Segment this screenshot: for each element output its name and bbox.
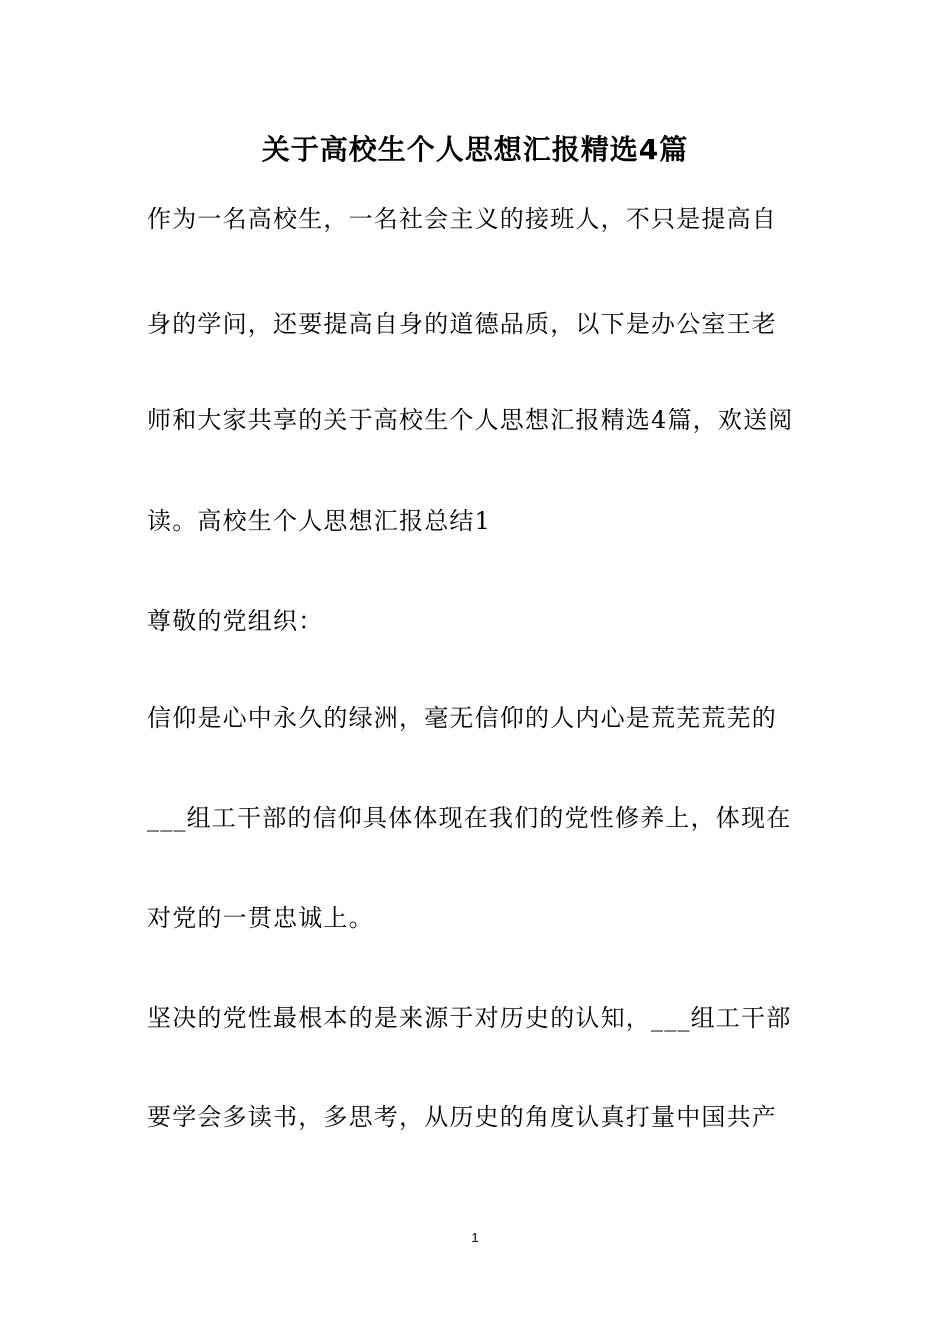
body-line-1: 作为一名高校生，一名社会主义的接班人，不只是提高自 — [147, 205, 777, 233]
body-line-5: 尊敬的党组织： — [147, 607, 324, 635]
body-line-6: 信仰是心中永久的绿洲，毫无信仰的人内心是荒芜荒芜的 — [147, 704, 777, 732]
body-line-4: 读。高校生个人思想汇报总结1 — [147, 507, 492, 535]
body-line-7: ___组工干部的信仰具体体现在我们的党性修养上，体现在 — [147, 804, 792, 832]
document-title: 关于高校生个人思想汇报精选4篇 — [261, 133, 689, 166]
body-line-10: 要学会多读书，多思考，从历史的角度认真打量中国共产 — [147, 1103, 777, 1131]
body-line-9: 坚决的党性最根本的是来源于对历史的认知，___组工干部 — [147, 1004, 792, 1032]
body-line-2: 身的学问，还要提高自身的道德品质，以下是办公室王老 — [147, 310, 777, 338]
body-line-8: 对党的一贯忠诚上。 — [147, 904, 374, 932]
page-number: 1 — [471, 1230, 479, 1245]
body-line-3: 师和大家共享的关于高校生个人思想汇报精选4篇，欢送阅 — [147, 406, 794, 434]
